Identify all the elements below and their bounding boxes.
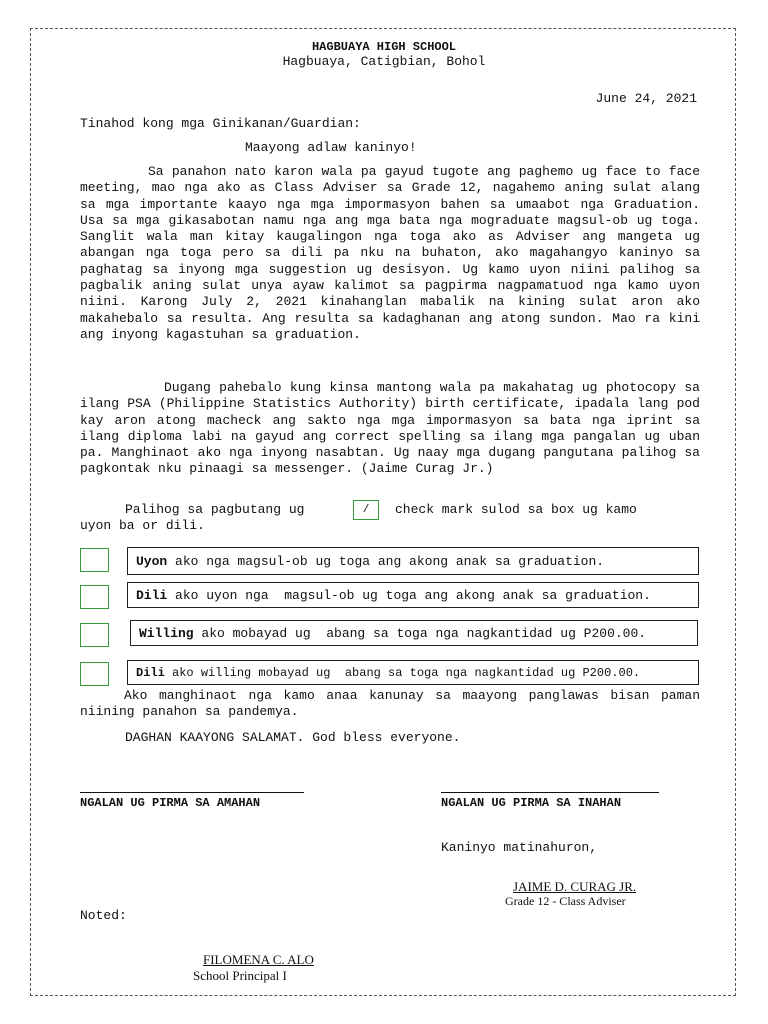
option-keyword: Willing — [139, 625, 194, 641]
instruction-text-line2: uyon ba or dili. — [80, 518, 205, 533]
option-text: ako nga magsul-ob ug toga ang akong anak sa graduation. — [167, 553, 605, 569]
instruction-text-after: check mark sulod sa box ug kamo — [395, 502, 637, 517]
option-text: ako uyon nga magsul-ob ug toga ang akong anak sa graduation. — [167, 587, 651, 603]
respectfully-closing: Kaninyo matinahuron, — [441, 840, 598, 855]
closing-thanks: DAGHAN KAAYONG SALAMAT. God bless everyone. — [125, 730, 461, 745]
school-name: HAGBUAYA HIGH SCHOOL — [311, 40, 457, 54]
adviser-title: Grade 12 - Class Adviser — [505, 894, 626, 908]
adviser-name: JAIME D. CURAG JR. — [513, 879, 637, 894]
option-keyword: Uyon — [136, 553, 168, 569]
body-paragraph-1: Sa panahon nato karon wala pa gayud tugote ang paghemo ug face to face meeting, mao nga ako as Class Adviser sa Grade 12, nagahemo aning sulat alang sa mga importante kaayo nga mga impormasyon bahen sa umaabot nga Graduation. Usa sa mga gikasabotan namu nga ang mga bata nga mograduate magsul-ob ug toga. Sanglit wala man kitay kaugalingon nga toga ako as Adviser ang mangeta ug abangan nga toga pero sa dili pa nku na buhaton, ako magahangyo kaninyo sa paghatag sa inyong mga suggestion ug desisyon. Ug kamo uyon niini palihog sa pagbalik aning sulat unya ayaw kalimot sa pagpirma nagpamatuod nga kamo uyon niini. Karong July 2, 2021 kinahanglan mabalik na kining sulat aron ako makahebalo sa resulta. Ang resulta sa kadaghanan ang atong sundon. Mao ra kini ang inyong kagastuhan sa graduation. — [80, 164, 700, 342]
mother-signature-label: NGALAN UG PIRMA SA INAHAN — [441, 796, 622, 810]
salutation: Tinahod kong mga Ginikanan/Guardian: — [80, 116, 361, 131]
noted-label: Noted: — [80, 908, 127, 923]
checkbox-option-dili-willing[interactable] — [80, 662, 109, 686]
body-paragraph-2: Dugang pahebalo kung kinsa mantong wala pa makahatag ug photocopy sa ilang PSA (Philippine Statistics Authority) birth certificate, ipadala lang pod kay aron atong macheck ang sakto nga mga impormasyon sa bata nga iprint sa ilang diploma labi na gayud ang correct spelling sa ilang mga pangalan ug uban pa. Manghinaot ako nga inyong nasabtan. Ug naay mga dugang pangutana palihog sa pagkontak nku pinaagi sa messenger. (Jaime Curag Jr.) — [80, 380, 700, 477]
father-signature-label: NGALAN UG PIRMA SA AMAHAN — [80, 796, 261, 810]
option-dili-willing — [127, 660, 699, 685]
closing-paragraph: Ako manghinaot nga kamo anaa kanunay sa maayong panglawas bisan paman niining panahon sa pandemya. — [80, 688, 700, 720]
check-mark-icon: / — [362, 504, 370, 516]
principal-name: FILOMENA C. ALO — [203, 952, 314, 967]
principal-title: School Principal I — [193, 968, 287, 983]
option-keyword: Dili — [136, 587, 168, 603]
option-keyword: Dili — [136, 665, 165, 680]
checkbox-option-dili-uyon[interactable] — [80, 585, 109, 609]
checkbox-option-uyon[interactable] — [80, 548, 109, 572]
option-text: ako willing mobayad ug abang sa toga nga nagkantidad ug P200.00. — [164, 665, 641, 680]
instruction-text-before: Palihog sa pagbutang ug — [125, 502, 305, 517]
letter-date: June 24, 2021 — [595, 91, 697, 106]
option-willing — [130, 620, 698, 646]
checkbox-option-willing[interactable] — [80, 623, 109, 647]
school-address: Hagbuaya, Catigbian, Bohol — [282, 54, 486, 69]
option-dili-uyon — [127, 582, 699, 608]
father-signature-line — [80, 792, 304, 793]
mother-signature-line — [441, 792, 659, 793]
option-uyon — [127, 547, 699, 575]
sample-check-box — [353, 500, 379, 520]
option-text: ako mobayad ug abang sa toga nga nagkantidad ug P200.00. — [193, 625, 647, 641]
greeting: Maayong adlaw kaninyo! — [245, 140, 417, 155]
